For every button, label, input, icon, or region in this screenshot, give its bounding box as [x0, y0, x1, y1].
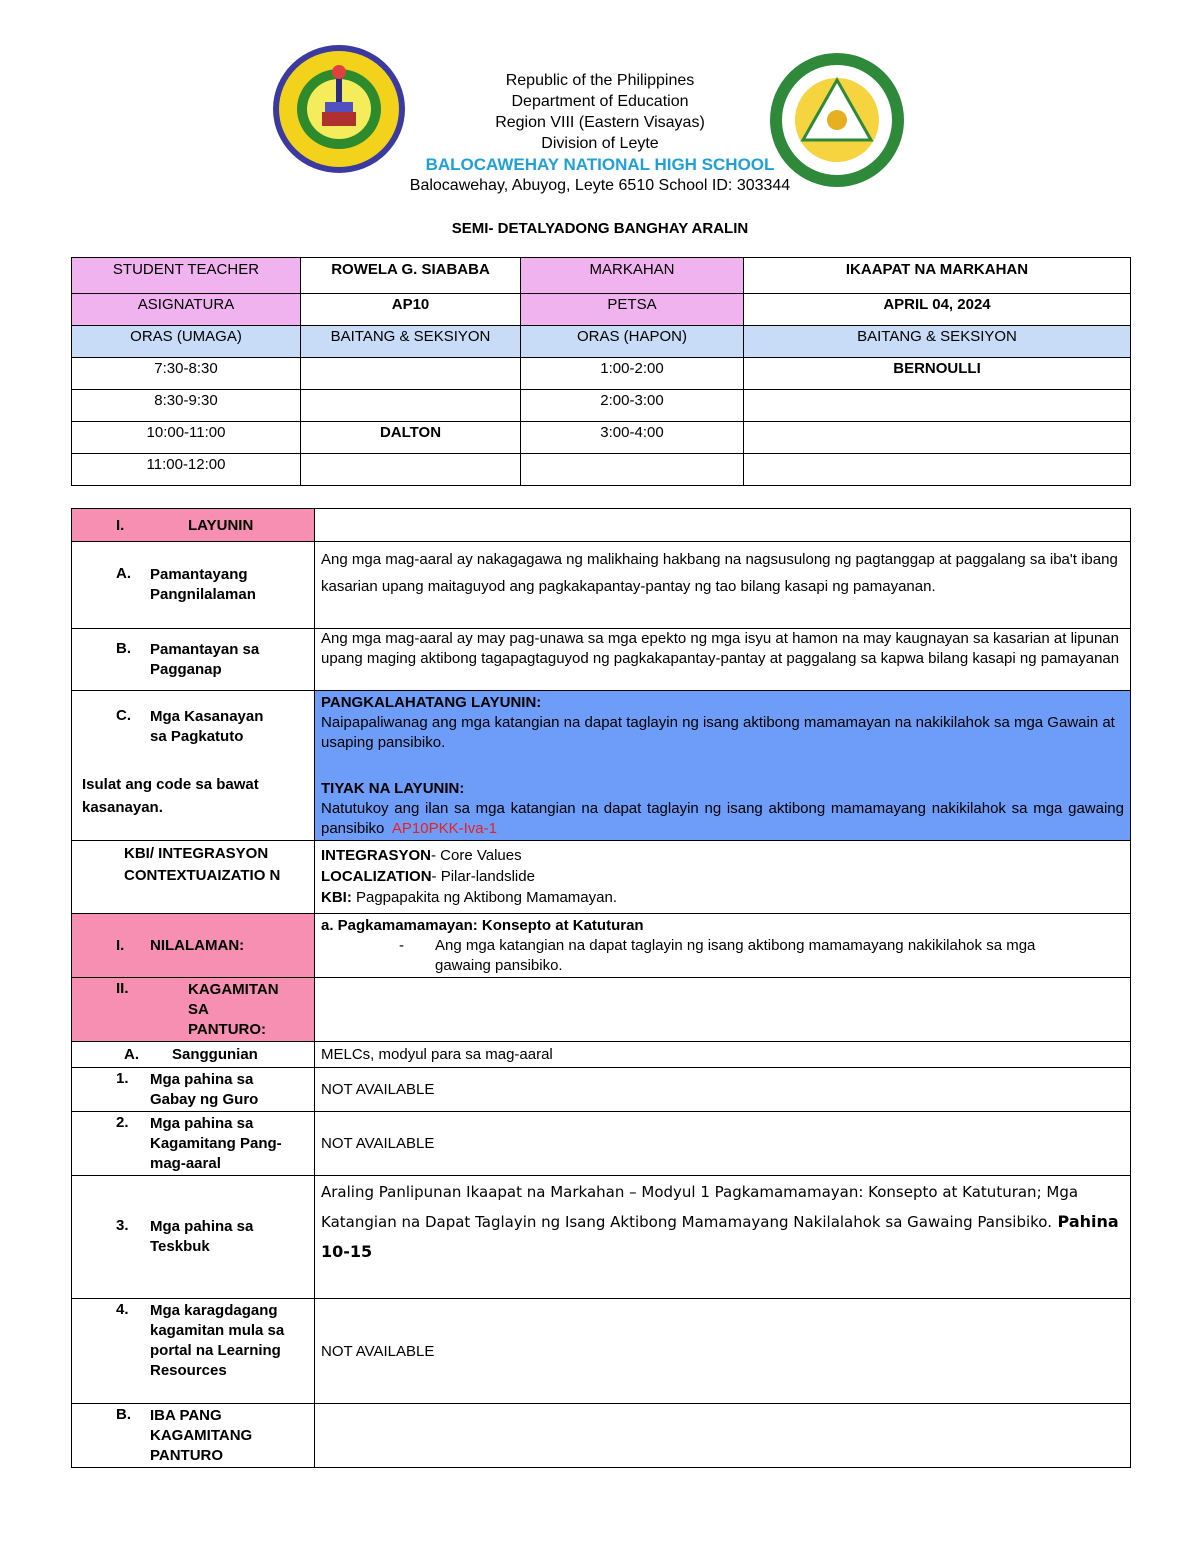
am-time: 8:30-9:30	[72, 390, 301, 422]
r1-label: Mga pahina sa Gabay ng Guro	[150, 1071, 259, 1108]
petsa-value: APRIL 04, 2024	[744, 294, 1131, 326]
kbi-integrasyon-label: KBI/ INTEGRASYON CONTEXTUAIZATIO N	[72, 841, 315, 914]
mga-kasanayan	[72, 691, 315, 841]
r1-num: 1.	[116, 1070, 129, 1087]
iba-pang-kagamitan-label	[72, 1404, 315, 1468]
nilalaman-heading	[72, 914, 315, 978]
c-content	[315, 691, 1131, 841]
pm-time	[521, 454, 744, 486]
am-section: DALTON	[301, 422, 521, 454]
markahan-label: MARKAHAN	[521, 258, 744, 294]
kagamitan-heading	[72, 978, 315, 1042]
header-address: Balocawehay, Abuyog, Leyte 6510 School ID: 303344	[409, 177, 791, 194]
c-general-title: PANGKALAHATANG LAYUNIN:	[321, 694, 542, 711]
r1-text: NOT AVAILABLE	[315, 1068, 1131, 1112]
markahan-value: IKAAPAT NA MARKAHAN	[744, 258, 1131, 294]
r3-text: Araling Panlipunan Ikaapat na Markahan – Modyul 1 Pagkamamamayan: Konsepto at Katuturan; Mga Katangian na Dapat Taglayin ng Isang Aktibong Mamamayang Nakilalahok sa Gawaing Pansibiko.	[321, 1183, 1079, 1231]
nilalaman-title: a. Pagkamamamayan: Konsepto at Katuturan	[321, 917, 644, 934]
am-section	[301, 390, 521, 422]
layunin-empty	[315, 509, 1131, 542]
c-specific-text: Natutukoy ang ilan sa mga katangian na dapat taglayin ng isang aktibong mamamayang nakikilahok sa mga gawaing pansibiko	[321, 800, 1124, 837]
pm-time: 3:00-4:00	[521, 422, 744, 454]
localization-value: - Pilar-landslide	[431, 868, 535, 885]
nilalaman-num: I.	[116, 937, 125, 954]
pm-section	[744, 454, 1131, 486]
r4-num: 4.	[116, 1301, 129, 1318]
nilalaman-content	[315, 914, 1131, 978]
nilalaman-item-text: Ang mga katangian na dapat taglayin ng isang aktibong mamamayang nakikilahok sa mga gawaing pansibiko.	[435, 937, 1036, 974]
layunin-heading	[72, 509, 315, 542]
integrasyon-label: INTEGRASYON	[321, 847, 432, 864]
sang-label: Sanggunian	[172, 1046, 258, 1063]
schedule-row	[72, 422, 1131, 454]
pm-section	[744, 422, 1131, 454]
gabay-ng-guro-label	[72, 1068, 315, 1112]
nilalaman-list-item	[321, 936, 1124, 976]
schedule-row	[72, 358, 1131, 390]
header-region: Region VIII (Eastern Visayas)	[495, 114, 705, 131]
r4-label: Mga karagdagang kagamitan mula sa portal na Learning Resources	[150, 1302, 285, 1379]
nilalaman-bullet: -	[399, 937, 404, 954]
header-department: Department of Education	[511, 93, 689, 110]
r2-num: 2.	[116, 1114, 129, 1131]
schedule-row	[72, 454, 1131, 486]
header-school-name: BALOCAWEHAY NATIONAL HIGH SCHOOL	[425, 155, 775, 174]
r4-text: NOT AVAILABLE	[315, 1299, 1131, 1404]
r3-pages: Pahina 10-15	[321, 1212, 1119, 1261]
b-label: Pamantayan sa Pagganap	[150, 640, 260, 678]
layunin-num: I.	[116, 516, 125, 534]
pamantayang-pangnilalaman	[72, 542, 315, 629]
pm-time: 2:00-3:00	[521, 390, 744, 422]
baitang-label-1: BAITANG & SEKSIYON	[301, 326, 521, 358]
petsa-label: PETSA	[521, 294, 744, 326]
kagamitan-empty	[315, 978, 1131, 1042]
kbi-value: Pagpapakita ng Aktibong Mamamayan.	[351, 889, 617, 906]
am-time: 10:00-11:00	[72, 422, 301, 454]
r2-text: NOT AVAILABLE	[315, 1112, 1131, 1176]
portal-resources-label	[72, 1299, 315, 1404]
c-code: AP10PKK-Iva-1	[391, 820, 497, 837]
r3-num: 3.	[116, 1217, 129, 1234]
ib-empty	[315, 1404, 1131, 1468]
document-header	[300, 70, 900, 196]
header-division: Division of Leyte	[541, 135, 659, 152]
pm-section: BERNOULLI	[744, 358, 1131, 390]
layunin-label: LAYUNIN	[188, 516, 254, 534]
r3-content	[315, 1176, 1131, 1299]
teskbuk-label	[72, 1176, 315, 1299]
asignatura-value: AP10	[301, 294, 521, 326]
pm-time: 1:00-2:00	[521, 358, 744, 390]
kagamitan-num: II.	[116, 980, 129, 997]
kagamitan-label: KAGAMITAN SA PANTURO:	[188, 981, 279, 1038]
a-num: A.	[116, 565, 131, 582]
info-table	[71, 257, 1131, 486]
c-general-text: Naipapaliwanag ang mga katangian na dapat taglayin ng isang aktibong mamamayan na nakikilahok sa mga Gawain at usaping pansibiko.	[321, 714, 1115, 751]
student-teacher-label: STUDENT TEACHER	[72, 258, 301, 294]
pm-section	[744, 390, 1131, 422]
c-specific-title: TIYAK NA LAYUNIN:	[321, 780, 465, 797]
integrasyon-value: - Core Values	[431, 847, 522, 864]
ib-label: IBA PANG KAGAMITANG PANTURO	[150, 1407, 253, 1464]
r2-label: Mga pahina sa Kagamitang Pang-mag-aaral	[150, 1115, 282, 1172]
oras-hapon-label: ORAS (HAPON)	[521, 326, 744, 358]
baitang-label-2: BAITANG & SEKSIYON	[744, 326, 1131, 358]
sang-num: A.	[124, 1046, 139, 1063]
lesson-plan-table	[71, 508, 1131, 1468]
am-section	[301, 454, 521, 486]
oras-umaga-label: ORAS (UMAGA)	[72, 326, 301, 358]
am-time: 11:00-12:00	[72, 454, 301, 486]
asignatura-label: ASIGNATURA	[72, 294, 301, 326]
a-text: Ang mga mag-aaral ay nakagagawa ng malikhaing hakbang na nagsusulong ng pagtanggap at paggalang sa iba't ibang kasarian upang maitaguyod ang pagkakapantay-pantay ng tao bilang kasapi ng pamayanan.	[315, 542, 1131, 629]
b-text: Ang mga mag-aaral ay may pag-unawa sa mga epekto ng mga isyu at hamon na may kaugnayan sa kasarian at lipunan upang maging aktibong tagapagtaguyod ng pagkakapantay-pantay at paggalang sa kapwa bilang kasapi ng pamayanan	[315, 629, 1131, 691]
header-republic: Republic of the Philippines	[505, 72, 695, 89]
kagamitang-pang-mag-aaral-label	[72, 1112, 315, 1176]
a-label: Pamantayang Pangnilalaman	[150, 566, 256, 603]
c-note: Isulat ang code sa bawat kasanayan.	[82, 776, 259, 816]
student-teacher-value: ROWELA G. SIABABA	[301, 258, 521, 294]
kbi-content	[315, 841, 1131, 914]
schedule-row	[72, 390, 1131, 422]
ib-num: B.	[116, 1406, 131, 1423]
sanggunian-row-label	[72, 1042, 315, 1068]
pamantayan-sa-pagganap	[72, 629, 315, 691]
c-num: C.	[116, 707, 131, 724]
nilalaman-label: NILALAMAN:	[150, 937, 245, 954]
c-specific-block	[321, 799, 1124, 839]
b-num: B.	[116, 639, 131, 657]
sang-text: MELCs, modyul para sa mag-aaral	[315, 1042, 1131, 1068]
kbi-label: KBI:	[321, 889, 352, 906]
am-section	[301, 358, 521, 390]
r3-label: Mga pahina sa Teskbuk	[150, 1218, 254, 1255]
am-time: 7:30-8:30	[72, 358, 301, 390]
document-title: SEMI- DETALYADONG BANGHAY ARALIN	[451, 220, 749, 237]
localization-label: LOCALIZATION	[321, 868, 432, 885]
c-label: Mga Kasanayan sa Pagkatuto	[150, 708, 264, 745]
